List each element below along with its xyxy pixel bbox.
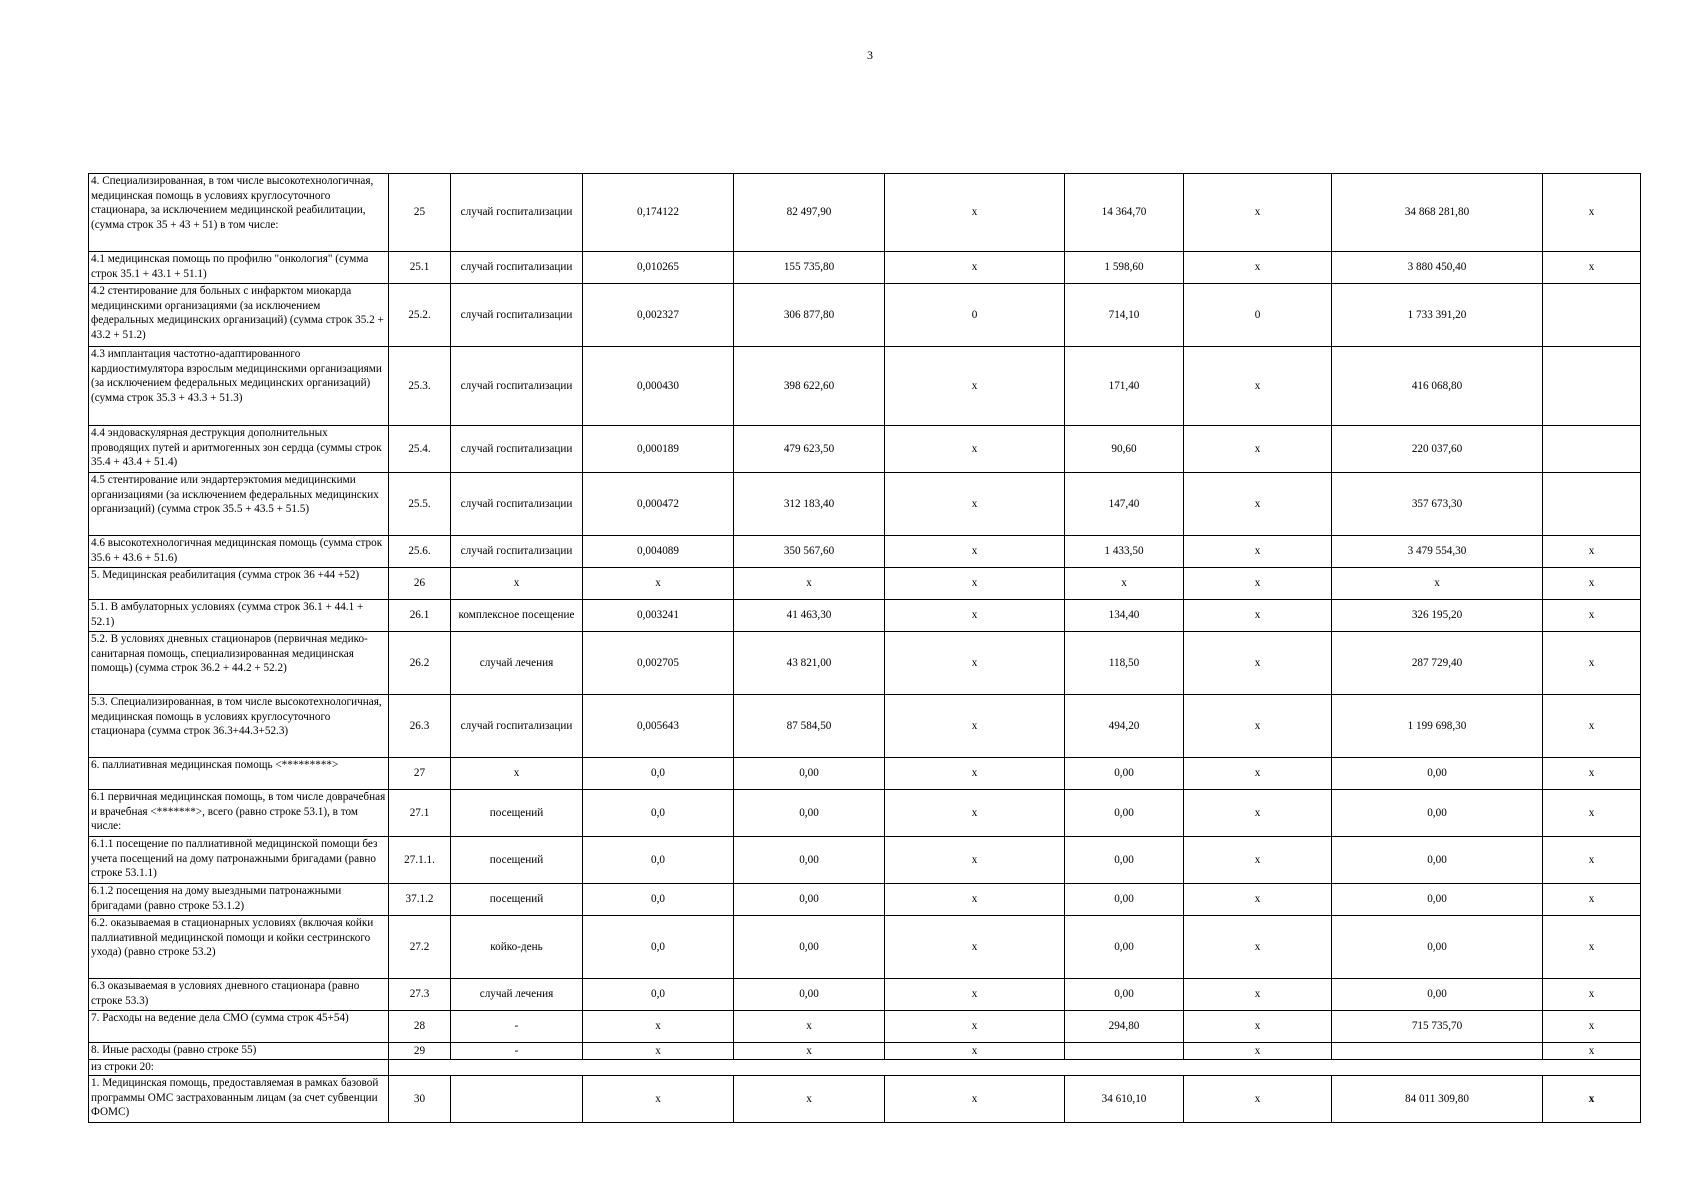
value-cell: 0,004089 <box>583 536 734 568</box>
value-cell: 43 821,00 <box>734 632 885 695</box>
row-name: 4.4 эндоваскулярная деструкция дополнительных проводящих путей и аритмогенных зон сердца (суммы строк 35.4 + 43.4 + 51.4) <box>89 426 389 473</box>
value-cell: х <box>734 1076 885 1123</box>
row-name: 6.1.2 посещения на дому выездными патронажными бригадами (равно строке 53.1.2) <box>89 884 389 916</box>
row-number: 26.2 <box>389 632 451 695</box>
value-cell: х <box>1184 837 1332 884</box>
value-cell: х <box>885 916 1065 979</box>
row-name: 5. Медицинская реабилитация (сумма строк 36 +44 +52) <box>89 568 389 600</box>
value-cell: х <box>1543 1043 1641 1060</box>
row-name: 6.3 оказываемая в условиях дневного стационара (равно строке 53.3) <box>89 979 389 1011</box>
row-number: 26.3 <box>389 695 451 758</box>
value-cell: 1 733 391,20 <box>1332 284 1543 347</box>
row-name: 6.1.1 посещение по паллиативной медицинской помощи без учета посещений на дому патронажными бригадами (равно строке 53.1.1) <box>89 837 389 884</box>
row-name: 4. Специализированная, в том числе высокотехнологичная, медицинская помощь в условиях круглосуточного стационара, за исключением медицинской реабилитации, (сумма строк 35 + 43 + 51) в том числе: <box>89 174 389 252</box>
unit-cell: посещений <box>451 790 583 837</box>
row-number: 25.5. <box>389 473 451 536</box>
value-cell: 306 877,80 <box>734 284 885 347</box>
value-cell: 0,00 <box>734 837 885 884</box>
value-cell: 0,174122 <box>583 174 734 252</box>
value-cell: 0,00 <box>734 979 885 1011</box>
value-cell: х <box>583 1011 734 1043</box>
table-row <box>89 695 1641 758</box>
table-row <box>89 884 1641 916</box>
value-cell: 0 <box>1184 284 1332 347</box>
value-cell: 0,00 <box>734 884 885 916</box>
row-number: 25.2. <box>389 284 451 347</box>
value-cell: х <box>1184 884 1332 916</box>
value-cell: х <box>1184 916 1332 979</box>
row-number: 27.2 <box>389 916 451 979</box>
value-cell: х <box>1543 536 1641 568</box>
value-cell: х <box>1543 790 1641 837</box>
value-cell: х <box>1543 1011 1641 1043</box>
table-row <box>89 1060 1641 1076</box>
value-cell: х <box>1184 473 1332 536</box>
value-cell: х <box>583 1076 734 1123</box>
row-number: 27 <box>389 758 451 790</box>
value-cell: 34 610,10 <box>1065 1076 1184 1123</box>
row-name: 5.2. В условиях дневных стационаров (первичная медико-санитарная помощь, специализированная медицинская помощь) (сумма строк 36.2 + 44.2 + 52.2) <box>89 632 389 695</box>
row-name: 4.1 медицинская помощь по профилю "онкология" (сумма строк 35.1 + 43.1 + 51.1) <box>89 252 389 284</box>
table-container <box>88 173 1640 1123</box>
value-cell: х <box>885 1043 1065 1060</box>
value-cell: 357 673,30 <box>1332 473 1543 536</box>
value-cell: 147,40 <box>1065 473 1184 536</box>
value-cell <box>1332 1043 1543 1060</box>
value-cell: х <box>1543 632 1641 695</box>
value-cell: х <box>1184 1043 1332 1060</box>
unit-cell: случай госпитализации <box>451 473 583 536</box>
value-cell: 0 <box>885 284 1065 347</box>
table-row <box>89 1043 1641 1060</box>
table-row <box>89 426 1641 473</box>
value-cell: х <box>885 568 1065 600</box>
value-cell: 0,00 <box>734 758 885 790</box>
unit-cell: посещений <box>451 837 583 884</box>
value-cell: 0,00 <box>1332 916 1543 979</box>
row-name: 7. Расходы на ведение дела СМО (сумма строк 45+54) <box>89 1011 389 1043</box>
value-cell <box>1543 473 1641 536</box>
value-cell: 0,00 <box>1332 790 1543 837</box>
row-name: 4.6 высокотехнологичная медицинская помощь (сумма строк 35.6 + 43.6 + 51.6) <box>89 536 389 568</box>
row-name: 5.1. В амбулаторных условиях (сумма строк 36.1 + 44.1 + 52.1) <box>89 600 389 632</box>
row-name: 1. Медицинская помощь, предоставляемая в рамках базовой программы ОМС застрахованным лицам (за счет субвенции ФОМС) <box>89 1076 389 1123</box>
table-row <box>89 916 1641 979</box>
value-cell: 714,10 <box>1065 284 1184 347</box>
value-cell: 398 622,60 <box>734 347 885 426</box>
empty-cell <box>389 1060 1641 1076</box>
value-cell: 479 623,50 <box>734 426 885 473</box>
table-row <box>89 536 1641 568</box>
table-row <box>89 790 1641 837</box>
value-cell: х <box>734 568 885 600</box>
value-cell: 0,00 <box>1332 884 1543 916</box>
value-cell: х <box>734 1043 885 1060</box>
value-cell: х <box>1184 1076 1332 1123</box>
value-cell: х <box>1543 695 1641 758</box>
value-cell: х <box>583 568 734 600</box>
value-cell: 0,00 <box>1065 837 1184 884</box>
table-row <box>89 174 1641 252</box>
table-row <box>89 632 1641 695</box>
row-number: 27.3 <box>389 979 451 1011</box>
value-cell: х <box>1184 426 1332 473</box>
value-cell: х <box>1184 347 1332 426</box>
value-cell: х <box>1543 837 1641 884</box>
value-cell: х <box>885 884 1065 916</box>
value-cell: х <box>1184 568 1332 600</box>
value-cell: 0,00 <box>1065 916 1184 979</box>
table-row <box>89 758 1641 790</box>
value-cell: 0,00 <box>734 916 885 979</box>
value-cell: 0,000472 <box>583 473 734 536</box>
row-name: 5.3. Специализированная, в том числе высокотехнологичная, медицинская помощь в условиях круглосуточного стационара (сумма строк 36.3+44.3+52.3) <box>89 695 389 758</box>
value-cell: 494,20 <box>1065 695 1184 758</box>
value-cell: 87 584,50 <box>734 695 885 758</box>
table-row <box>89 600 1641 632</box>
row-number: 25.1 <box>389 252 451 284</box>
value-cell: х <box>885 347 1065 426</box>
value-cell: х <box>1543 979 1641 1011</box>
value-cell: 0,00 <box>734 790 885 837</box>
table-row <box>89 1011 1641 1043</box>
unit-cell: случай госпитализации <box>451 347 583 426</box>
value-cell: х <box>1543 174 1641 252</box>
table-row <box>89 347 1641 426</box>
value-cell: х <box>885 426 1065 473</box>
page-number: 3 <box>867 48 873 62</box>
row-name: 4.3 имплантация частотно-адаптированного кардиостимулятора взрослым медицинскими организациями (за исключением федеральных медицинских организаций) (сумма строк 35.3 + 43.3 + 51.3) <box>89 347 389 426</box>
value-cell: х <box>1184 695 1332 758</box>
unit-cell: койко-день <box>451 916 583 979</box>
value-cell: х <box>885 536 1065 568</box>
row-number: 27.1 <box>389 790 451 837</box>
value-cell: 0,0 <box>583 837 734 884</box>
unit-cell <box>451 1076 583 1123</box>
unit-cell: х <box>451 568 583 600</box>
row-name: 8. Иные расходы (равно строке 55) <box>89 1043 389 1060</box>
value-cell <box>1543 284 1641 347</box>
value-cell: 350 567,60 <box>734 536 885 568</box>
value-cell: 416 068,80 <box>1332 347 1543 426</box>
unit-cell: случай лечения <box>451 979 583 1011</box>
value-cell: 220 037,60 <box>1332 426 1543 473</box>
value-cell: 14 364,70 <box>1065 174 1184 252</box>
value-cell: х <box>1543 568 1641 600</box>
value-cell: 1 199 698,30 <box>1332 695 1543 758</box>
value-cell: х <box>1184 632 1332 695</box>
row-name: 6.2. оказываемая в стационарных условиях (включая койки паллиативной медицинской помощи и койки сестринского ухода) (равно строке 53.2) <box>89 916 389 979</box>
row-number: 28 <box>389 1011 451 1043</box>
value-cell: 0,00 <box>1332 979 1543 1011</box>
row-number: 26.1 <box>389 600 451 632</box>
value-cell: х <box>885 695 1065 758</box>
row-name: из строки 20: <box>89 1060 389 1076</box>
unit-cell: случай госпитализации <box>451 252 583 284</box>
value-cell: 0,010265 <box>583 252 734 284</box>
unit-cell: случай госпитализации <box>451 695 583 758</box>
value-cell: 82 497,90 <box>734 174 885 252</box>
row-number: 30 <box>389 1076 451 1123</box>
value-cell: 118,50 <box>1065 632 1184 695</box>
value-cell <box>1543 347 1641 426</box>
row-number: 37.1.2 <box>389 884 451 916</box>
value-cell: 0,002705 <box>583 632 734 695</box>
value-cell: 0,00 <box>1332 837 1543 884</box>
value-cell: х <box>1543 916 1641 979</box>
value-cell: х <box>1543 758 1641 790</box>
table-row <box>89 568 1641 600</box>
row-number: 25.3. <box>389 347 451 426</box>
value-cell: 90,60 <box>1065 426 1184 473</box>
value-cell: х <box>885 758 1065 790</box>
value-cell: 134,40 <box>1065 600 1184 632</box>
table-row <box>89 1076 1641 1123</box>
value-cell: х <box>1184 979 1332 1011</box>
value-cell: 3 880 450,40 <box>1332 252 1543 284</box>
value-cell: х <box>1543 884 1641 916</box>
value-cell: 0,00 <box>1065 979 1184 1011</box>
value-cell: 0,00 <box>1065 758 1184 790</box>
value-cell: х <box>583 1043 734 1060</box>
row-name: 4.2 стентирование для больных с инфарктом миокарда медицинскими организациями (за исключением федеральных медицинских организаций) (сумма строк 35.2 + 43.2 + 51.2) <box>89 284 389 347</box>
value-cell: х <box>1184 252 1332 284</box>
row-name: 6.1 первичная медицинская помощь, в том числе доврачебная и врачебная <*******>, всего (равно строке 53.1), в том числе: <box>89 790 389 837</box>
value-cell: 0,000189 <box>583 426 734 473</box>
unit-cell: случай госпитализации <box>451 284 583 347</box>
value-cell: 0,00 <box>1332 758 1543 790</box>
value-cell: 0,003241 <box>583 600 734 632</box>
value-cell: 0,0 <box>583 916 734 979</box>
table-row <box>89 837 1641 884</box>
value-cell: х <box>885 632 1065 695</box>
value-cell: х <box>885 600 1065 632</box>
value-cell: 171,40 <box>1065 347 1184 426</box>
value-cell: х <box>1184 1011 1332 1043</box>
value-cell: 0,0 <box>583 979 734 1011</box>
value-cell: х <box>1184 758 1332 790</box>
value-cell: 0,002327 <box>583 284 734 347</box>
unit-cell: посещений <box>451 884 583 916</box>
row-number: 25.6. <box>389 536 451 568</box>
value-cell: х <box>885 174 1065 252</box>
row-number: 25 <box>389 174 451 252</box>
row-number: 27.1.1. <box>389 837 451 884</box>
value-cell: 294,80 <box>1065 1011 1184 1043</box>
value-cell: х <box>885 1076 1065 1123</box>
row-number: 29 <box>389 1043 451 1060</box>
value-cell: 84 011 309,80 <box>1332 1076 1543 1123</box>
value-cell: х <box>1184 536 1332 568</box>
table-row <box>89 979 1641 1011</box>
value-cell: х <box>885 979 1065 1011</box>
value-cell: 0,0 <box>583 884 734 916</box>
value-cell: 0,0 <box>583 790 734 837</box>
value-cell: х <box>885 790 1065 837</box>
value-cell: 312 183,40 <box>734 473 885 536</box>
row-number: 25.4. <box>389 426 451 473</box>
unit-cell: комплексное посещение <box>451 600 583 632</box>
value-cell: 715 735,70 <box>1332 1011 1543 1043</box>
value-cell: 3 479 554,30 <box>1332 536 1543 568</box>
value-cell: 41 463,30 <box>734 600 885 632</box>
unit-cell: случай госпитализации <box>451 426 583 473</box>
value-cell: 0,005643 <box>583 695 734 758</box>
value-cell: 1 433,50 <box>1065 536 1184 568</box>
value-cell: 0,0 <box>583 758 734 790</box>
value-cell: х <box>1543 252 1641 284</box>
data-table <box>88 173 1641 1123</box>
value-cell: х <box>885 837 1065 884</box>
row-name: 6. паллиативная медицинская помощь <*********> <box>89 758 389 790</box>
value-cell: 287 729,40 <box>1332 632 1543 695</box>
value-cell: 0,00 <box>1065 790 1184 837</box>
value-cell <box>1543 426 1641 473</box>
value-cell: 155 735,80 <box>734 252 885 284</box>
unit-cell: х <box>451 758 583 790</box>
value-cell: х <box>885 1011 1065 1043</box>
value-cell: х <box>1184 790 1332 837</box>
value-cell: х <box>1543 600 1641 632</box>
table-row <box>89 284 1641 347</box>
value-cell: х <box>1065 568 1184 600</box>
value-cell: 326 195,20 <box>1332 600 1543 632</box>
value-cell: х <box>1184 600 1332 632</box>
value-cell: 1 598,60 <box>1065 252 1184 284</box>
value-cell: х <box>885 252 1065 284</box>
table-row <box>89 473 1641 536</box>
value-cell: 0,000430 <box>583 347 734 426</box>
value-cell: х <box>1543 1076 1641 1123</box>
value-cell: 0,00 <box>1065 884 1184 916</box>
unit-cell: случай госпитализации <box>451 174 583 252</box>
value-cell: х <box>1332 568 1543 600</box>
unit-cell: случай госпитализации <box>451 536 583 568</box>
row-name: 4.5 стентирование или эндартерэктомия медицинскими организациями (за исключением федеральных медицинских организаций) (сумма строк 35.5 + 43.5 + 51.5) <box>89 473 389 536</box>
value-cell: х <box>885 473 1065 536</box>
table-row <box>89 252 1641 284</box>
row-number: 26 <box>389 568 451 600</box>
value-cell <box>1065 1043 1184 1060</box>
unit-cell: случай лечения <box>451 632 583 695</box>
unit-cell: - <box>451 1043 583 1060</box>
value-cell: 34 868 281,80 <box>1332 174 1543 252</box>
value-cell: х <box>734 1011 885 1043</box>
unit-cell: - <box>451 1011 583 1043</box>
value-cell: х <box>1184 174 1332 252</box>
